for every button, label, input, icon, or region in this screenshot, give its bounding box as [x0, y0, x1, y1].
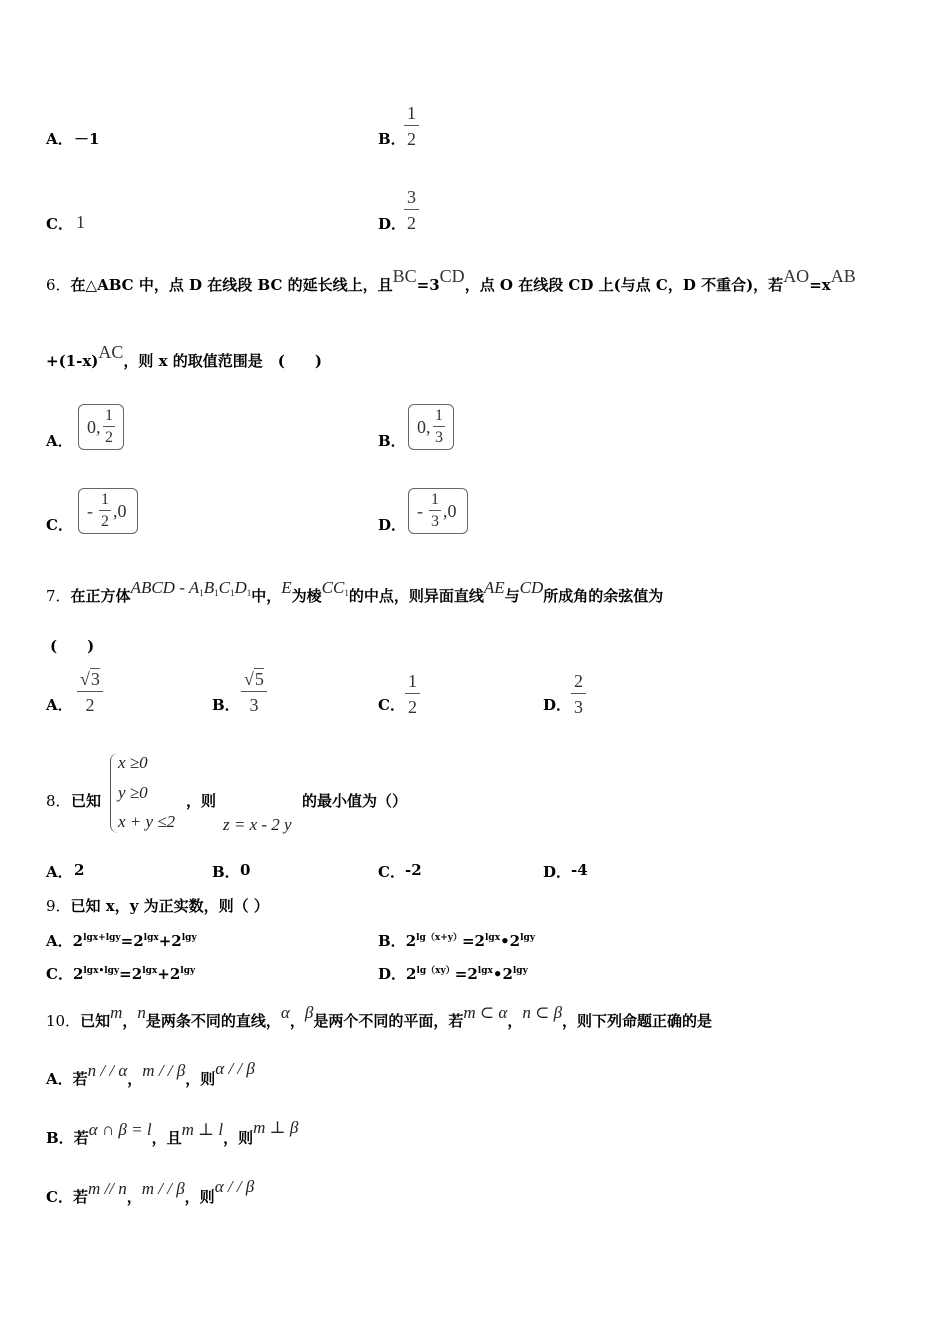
q10-option-a: A．若n / / α，m / / β，则α / / β [46, 1059, 255, 1088]
q10-option-b: B．若α ∩ β = l，且m ⊥ l，则m ⊥ β [46, 1118, 299, 1147]
q10-stem: 10．已知m，n是两条不同的直线，α，β是两个不同的平面，若m ⊂ α，n ⊂ β，则下列命题正确的是 [46, 1003, 713, 1030]
q7-option-b-fraction: $\frac{√5}{3}$ [241, 670, 267, 714]
objective-z: z = x - 2 y [223, 815, 292, 834]
q8-stem-mid: ，则 [186, 792, 217, 810]
q6-stem-line1: 6．在△ABC 中，点 D 在线段 BC 的延长线上，且BC=3CD，点 O 在线段 CD 上(与点 C，D 不重合)，若AO=xAB [46, 266, 856, 294]
constraint-3: x + y ≤2 [118, 812, 176, 831]
q8-option-c-value: -2 [405, 861, 422, 879]
q7-option-c-fraction: $\frac{1}{2}$ [405, 672, 420, 716]
q6-option-a-label: A． [46, 432, 73, 450]
q8-option-c-label: C． [378, 863, 405, 881]
q7-option-a-label: A． [46, 696, 73, 714]
q5-option-c-value: 1 [76, 212, 85, 232]
vector-bc: BC [392, 266, 417, 286]
q5-option-b-fraction: $\frac{1}{2}$ [404, 104, 419, 148]
q6-number: 6． [46, 276, 71, 294]
q10-option-c: C．若m // n，m / / β，则α / / β [46, 1177, 255, 1206]
q9-option-c: C．$2^{lgx•lgy}=2^{lgx}+2^{lgy}$ [46, 965, 196, 983]
q6-stem-line2: +(1-x)AC，则 x 的取值范围是 ( ) [46, 342, 322, 370]
cube-name: ABCD - $A_1B_1C_1D_1$ [130, 578, 252, 598]
q8-stem-start: 已知 [71, 792, 102, 810]
q10-number: 10． [46, 1012, 81, 1030]
q7-stem: 7．在正方体ABCD - $A_1B_1C_1D_1$中，E为棱$CC_1$的中点，则异面直线AE与CD所成角的余弦值为 [46, 578, 664, 605]
q5-option-d-label: D． [378, 215, 407, 233]
q7-option-c-label: C． [378, 696, 405, 714]
q7-option-d-label: D． [543, 696, 572, 714]
vector-cd: CD [439, 266, 465, 286]
q7-option-a-fraction: $\frac{√3}{2}$ [77, 670, 103, 714]
line-ae: AE [483, 578, 505, 597]
edge-cc1: $CC_1$ [321, 578, 349, 598]
q8-option-b-value: 0 [240, 861, 251, 879]
q8-option-d-label: D． [543, 863, 572, 881]
q8-option-d-value: -4 [571, 861, 588, 879]
q6-option-b-interval: 0, $\frac{1}{3}$ [408, 404, 454, 450]
q5-option-c-label: C． [46, 215, 73, 233]
q9-number: 9． [46, 897, 71, 915]
point-e: E [281, 578, 292, 597]
q9-stem: 9．已知 x，y 为正实数，则（ ） [46, 897, 269, 915]
q7-option-b-label: B． [212, 696, 240, 714]
q9-option-b: B．$2^{lg(x+y)}=2^{lgx}•2^{lgy}$ [378, 932, 536, 950]
q8-stem-end: 的最小值为（） [302, 792, 408, 810]
q5-option-a-value: －1 [74, 130, 100, 148]
q6-option-d-label: D． [378, 516, 407, 534]
q6-option-d-interval: - $\frac{1}{3}$ ,0 [408, 488, 468, 534]
q7-answer-paren: ( ) [50, 637, 95, 655]
q9-option-a: A．$2^{lgx+lgy}=2^{lgx}+2^{lgy}$ [46, 932, 197, 950]
constraint-1: x ≥0 [118, 753, 148, 772]
q7-option-d-fraction: $\frac{2}{3}$ [571, 672, 586, 716]
q6-option-c-interval: - $\frac{1}{2}$ ,0 [78, 488, 138, 534]
q8-option-a-label: A． [46, 863, 73, 881]
q6-option-b-label: B． [378, 432, 406, 450]
q5-option-d-fraction: $\frac{3}{2}$ [404, 188, 419, 232]
vector-ao: AO [783, 266, 810, 286]
q5-option-a-label: A． [46, 130, 73, 148]
vector-ab: AB [830, 266, 856, 286]
q5-option-b-label: B． [378, 130, 406, 148]
line-cd: CD [519, 578, 544, 597]
q6-option-a-interval: 0, $\frac{1}{2}$ [78, 404, 124, 450]
q8-number: 8． [46, 792, 71, 810]
q6-option-c-label: C． [46, 516, 73, 534]
vector-ac: AC [98, 342, 124, 362]
q8-option-b-label: B． [212, 863, 240, 881]
q7-number: 7． [46, 587, 71, 605]
q8-option-a-value: 2 [74, 861, 85, 879]
constraint-2: y ≥0 [118, 783, 148, 802]
q9-option-d: D．$2^{lg(xy)}=2^{lgx}•2^{lgy}$ [378, 965, 528, 983]
